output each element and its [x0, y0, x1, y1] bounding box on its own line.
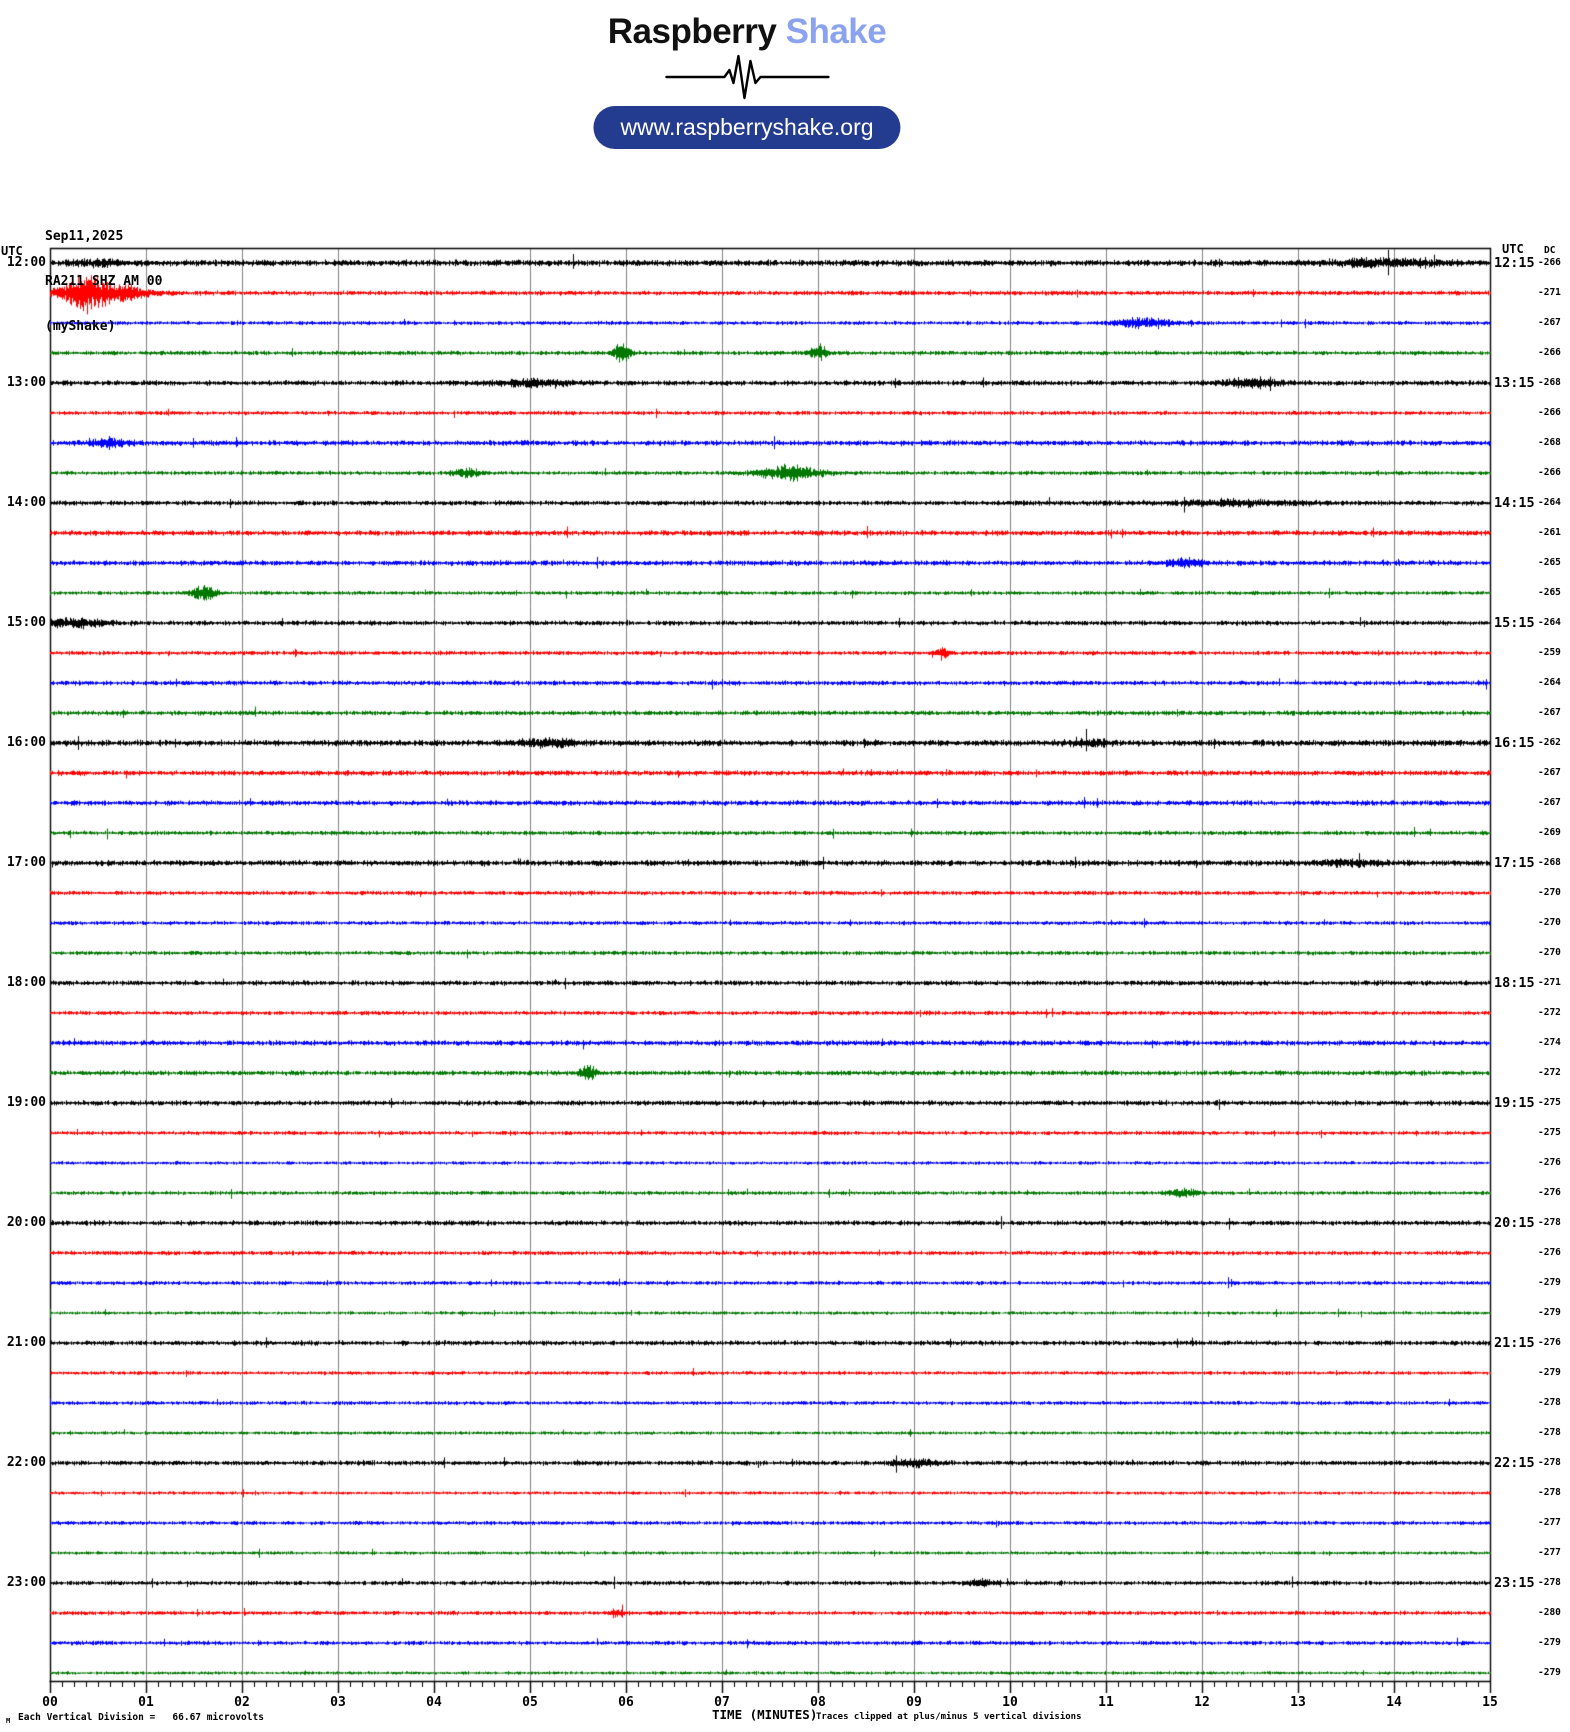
- x-axis-tick-label: 14: [1386, 1695, 1402, 1710]
- dc-value: -278: [1538, 1457, 1561, 1468]
- dc-value: -268: [1538, 437, 1561, 448]
- dc-value: -262: [1538, 737, 1561, 748]
- logo-shake: Shake: [785, 12, 887, 51]
- website-pill-link[interactable]: www.raspberryshake.org: [593, 106, 900, 149]
- dc-value: -259: [1538, 647, 1561, 658]
- x-axis-tick-label: 12: [1194, 1695, 1210, 1710]
- dc-value: -277: [1538, 1517, 1561, 1528]
- dc-value: -279: [1538, 1277, 1561, 1288]
- dc-value: -279: [1538, 1667, 1561, 1678]
- dc-value: -275: [1538, 1127, 1561, 1138]
- dc-value: -270: [1538, 947, 1561, 958]
- utc-left-header: UTC: [1, 244, 23, 258]
- station-info: [45, 199, 162, 364]
- right-time-label: 12:15: [1494, 255, 1535, 271]
- utc-right-header: UTC: [1502, 242, 1524, 256]
- dc-value: -278: [1538, 1427, 1561, 1438]
- x-axis-tick-label: 04: [426, 1695, 442, 1710]
- x-axis-tick-label: 08: [810, 1695, 826, 1710]
- left-time-label: 16:00: [6, 735, 46, 750]
- dc-value: -267: [1538, 797, 1561, 808]
- dc-value: -274: [1538, 1037, 1561, 1048]
- x-axis-tick-label: 01: [138, 1695, 154, 1710]
- dc-value: -278: [1538, 1487, 1561, 1498]
- x-axis-tick-label: 13: [1290, 1695, 1306, 1710]
- dc-value: -271: [1538, 977, 1561, 988]
- right-time-label: 13:15: [1494, 375, 1535, 391]
- scale-symbol: M: [6, 1717, 11, 1725]
- dc-value: -276: [1538, 1187, 1561, 1198]
- dc-value: -268: [1538, 377, 1561, 388]
- x-axis-tick-label: 02: [234, 1695, 250, 1710]
- right-time-label: 17:15: [1494, 855, 1535, 871]
- dc-value: -277: [1538, 1547, 1561, 1558]
- left-time-label: 15:00: [6, 615, 46, 630]
- logo-text: [593, 12, 900, 52]
- x-axis-tick-label: 09: [906, 1695, 922, 1710]
- dc-value: -265: [1538, 557, 1561, 568]
- dc-value: -270: [1538, 917, 1561, 928]
- dc-value: -280: [1538, 1607, 1561, 1618]
- right-time-label: 21:15: [1494, 1335, 1535, 1351]
- dc-value: -279: [1538, 1307, 1561, 1318]
- logo-raspberry: Raspberry: [607, 12, 777, 51]
- dc-value: -271: [1538, 287, 1561, 298]
- dc-value: -269: [1538, 827, 1561, 838]
- left-time-label: 13:00: [6, 375, 46, 390]
- x-axis-tick-label: 06: [618, 1695, 634, 1710]
- station-code: RA211 SHZ AM 00: [45, 274, 163, 289]
- x-axis-title: TIME (MINUTES): [712, 1707, 818, 1722]
- left-time-label: 20:00: [6, 1215, 46, 1230]
- left-time-label: 14:00: [6, 495, 46, 510]
- x-axis-tick-label: 00: [42, 1695, 58, 1710]
- dc-value: -264: [1538, 617, 1561, 628]
- dc-value: -268: [1538, 857, 1561, 868]
- dc-value: -278: [1538, 1217, 1561, 1228]
- left-time-label: 18:00: [6, 975, 46, 990]
- dc-value: -276: [1538, 1157, 1561, 1168]
- logo: [593, 12, 900, 149]
- dc-value: -264: [1538, 677, 1561, 688]
- x-axis-tick-label: 15: [1482, 1695, 1498, 1710]
- dc-value: -265: [1538, 587, 1561, 598]
- dc-value: -279: [1538, 1367, 1561, 1378]
- dc-header: DC: [1544, 245, 1556, 256]
- dc-value: -266: [1538, 407, 1561, 418]
- seismic-waveform-icon: [662, 54, 832, 100]
- right-time-label: 23:15: [1494, 1575, 1535, 1591]
- dc-value: -266: [1538, 347, 1561, 358]
- dc-value: -267: [1538, 707, 1561, 718]
- dc-value: -266: [1538, 467, 1561, 478]
- right-time-label: 15:15: [1494, 615, 1535, 631]
- clip-note: Traces clipped at plus/minus 5 vertical divisions: [816, 1712, 1082, 1722]
- dc-value: -279: [1538, 1637, 1561, 1648]
- right-time-label: 20:15: [1494, 1215, 1535, 1231]
- dc-value: -272: [1538, 1007, 1561, 1018]
- left-time-label: 21:00: [6, 1335, 46, 1350]
- dc-value: -267: [1538, 767, 1561, 778]
- right-time-label: 19:15: [1494, 1095, 1535, 1111]
- station-date: Sep11,2025: [45, 229, 124, 244]
- left-time-label: 22:00: [6, 1455, 46, 1470]
- right-time-label: 16:15: [1494, 735, 1535, 751]
- dc-value: -264: [1538, 497, 1561, 508]
- dc-value: -270: [1538, 887, 1561, 898]
- x-axis-tick-label: 07: [714, 1695, 730, 1710]
- scale-note: Each Vertical Division = 66.67 microvolts: [18, 1712, 264, 1723]
- dc-value: -276: [1538, 1337, 1561, 1348]
- x-axis-tick-label: 11: [1098, 1695, 1114, 1710]
- right-time-label: 22:15: [1494, 1455, 1535, 1471]
- dc-value: -261: [1538, 527, 1561, 538]
- dc-value: -266: [1538, 257, 1561, 268]
- left-time-label: 19:00: [6, 1095, 46, 1110]
- dc-value: -275: [1538, 1097, 1561, 1108]
- left-time-label: 12:00: [6, 255, 46, 270]
- x-axis-tick-label: 03: [330, 1695, 346, 1710]
- dc-value: -278: [1538, 1577, 1561, 1588]
- dc-value: -267: [1538, 317, 1561, 328]
- dc-value: -278: [1538, 1397, 1561, 1408]
- x-axis-tick-label: 10: [1002, 1695, 1018, 1710]
- dc-value: -276: [1538, 1247, 1561, 1258]
- x-axis-tick-label: 05: [522, 1695, 538, 1710]
- right-time-label: 14:15: [1494, 495, 1535, 511]
- station-network: (myShake): [45, 319, 116, 334]
- left-time-label: 17:00: [6, 855, 46, 870]
- right-time-label: 18:15: [1494, 975, 1535, 991]
- left-time-label: 23:00: [6, 1575, 46, 1590]
- dc-value: -272: [1538, 1067, 1561, 1078]
